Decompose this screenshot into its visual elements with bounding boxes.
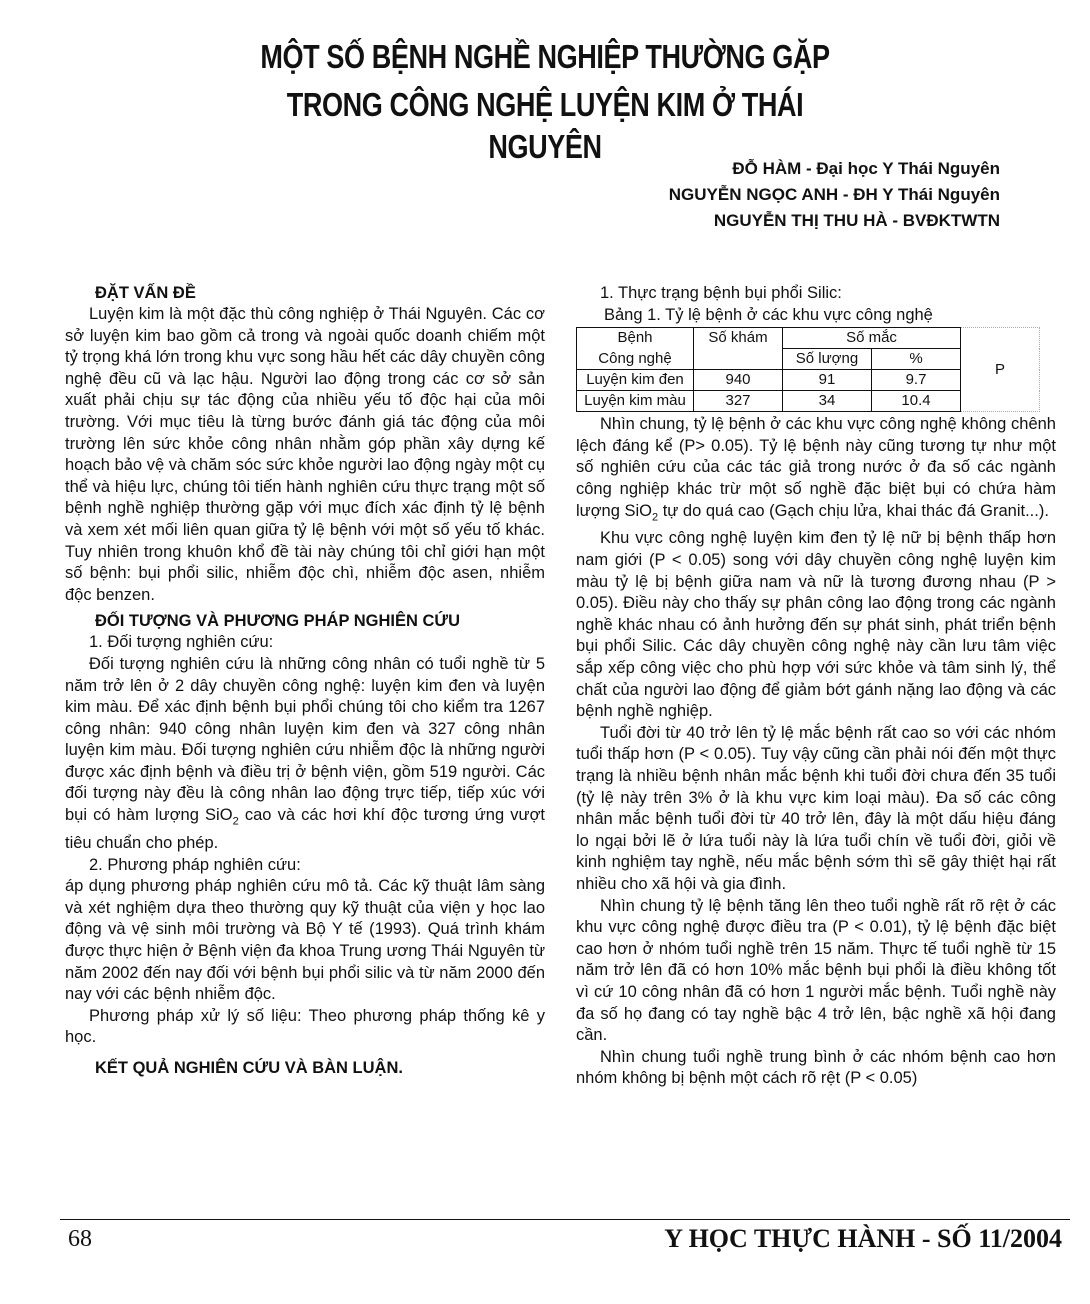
cell-sokham: 327 bbox=[694, 391, 783, 412]
heading-results: KẾT QUẢ NGHIÊN CỨU VÀ BÀN LUẬN. bbox=[95, 1058, 403, 1077]
paragraph-subjects bbox=[65, 654, 545, 855]
cell-soluong: 91 bbox=[783, 370, 872, 391]
journal-name: Y HỌC THỰC HÀNH - SỐ 11/2004 bbox=[664, 1224, 1062, 1253]
article-title-line-2: TRONG CÔNG NGHỆ LUYỆN KIM Ở THÁI NGUYÊN bbox=[286, 86, 804, 165]
cell-sokham: 940 bbox=[694, 370, 783, 391]
cell-name: Luyện kim đen bbox=[577, 370, 694, 391]
paragraph-results-5: Nhìn chung tuổi nghề trung bình ở các nhóm bệnh cao hơn nhóm không bị bệnh một cách rõ rệt (P < 0.05) bbox=[576, 1047, 1056, 1088]
th-congnghe: Công nghệ bbox=[577, 349, 694, 370]
cell-name: Luyện kim màu bbox=[577, 391, 694, 412]
subheading-method: 2. Phương pháp nghiên cứu: bbox=[89, 855, 301, 874]
article-title-line-1: MỘT SỐ BỆNH NGHỀ NGHIỆP THƯỜNG GẶP bbox=[260, 38, 830, 75]
paragraph-results-2: Khu vực công nghệ luyện kim đen tỷ lệ nữ bị bệnh thấp hơn nam giới (P < 0.05) song với dây chuyền công nghệ luyện kim màu tỷ lệ bị bệnh giữa nam và nữ là tương đương nhau (P > 0.05). Điều này cho thấy sự phân công lao động trong các ngành nghề khác nhau có ảnh hưởng đến sự phát sinh, phát triển bệnh bụi phổi Silic. Các dây chuyền công nghệ này cần lưu tâm việc sắp xếp công việc cho phù hợp với sức khỏe và tâm sinh lý, thể chất của người lao động để giảm bớt gánh nặng lao động và các bệnh nghề nghiệp. bbox=[576, 529, 1056, 721]
cell-pct: 10.4 bbox=[872, 391, 961, 412]
paragraph-method: áp dụng phương pháp nghiên cứu mô tả. Các kỹ thuật lâm sàng và xét nghiệm dựa theo thường quy kỹ thuật của viện y học lao động và vệ sinh môi trường và Bộ Y tế (1993). Quá trình khám được thực hiện ở Bệnh viện đa khoa Trung ương Thái Nguyên từ năm 2002 đến nay đối với bệnh bụi phổi silic và từ năm 2000 đến nay với các bệnh nhiễm độc. bbox=[65, 877, 545, 1004]
th-pct: % bbox=[872, 349, 961, 370]
th-somac: Số mắc bbox=[783, 328, 961, 349]
th-sokham: Số khám bbox=[694, 328, 783, 370]
paragraph-results-1 bbox=[576, 414, 1056, 528]
author-2: NGUYỄN NGỌC ANH - ĐH Y Thái Nguyên bbox=[668, 185, 1000, 204]
th-soluong: Số lượng bbox=[783, 349, 872, 370]
paragraph-subjects-text-b: cao và các hơi khí độc tương ứng vượt tiêu chuẩn cho phép. bbox=[65, 806, 545, 852]
heading-methods: ĐỐI TƯỢNG VÀ PHƯƠNG PHÁP NGHIÊN CỨU bbox=[95, 612, 461, 631]
cell-pct: 9.7 bbox=[872, 370, 961, 391]
subscript-2: 2 bbox=[232, 815, 239, 828]
author-3: NGUYỄN THỊ THU HÀ - BVĐKTWTN bbox=[713, 211, 1000, 230]
table-1 bbox=[576, 327, 1040, 412]
paragraph-results-3: Tuổi đời từ 40 trở lên tỷ lệ mắc bệnh rất cao so với các nhóm tuổi thấp hơn (P < 0.05). Tuy vậy cũng cần phải nói đến một thực trạng là nhiều bệnh nhân mắc bệnh khi tuổi đời chưa đến 35 tuổi (tỷ lệ này trên 3% ở là khu vực kim loại màu). Đa số các công nhân mắc bệnh tuổi đời từ 40 trở lên, đây là một dấu hiệu đáng lo ngại bởi lẽ ở lứa tuổi này là lứa tuổi chín về tuổi đời, giỏi về kinh nghiệm tay nghề, nếu mắc bệnh sớm thì sẽ gây thiệt hại rất nhiều cho xã hội và gia đình. bbox=[576, 723, 1056, 893]
paragraph-results-1-text-b: tự do quá cao (Gạch chịu lửa, khai thác đá Granit...). bbox=[658, 501, 1049, 520]
author-1: ĐỖ HÀM - Đại học Y Thái Nguyên bbox=[732, 159, 1000, 178]
heading-introduction: ĐẶT VẤN ĐỀ bbox=[95, 284, 196, 302]
footer-rule bbox=[60, 1219, 1070, 1220]
paragraph-results-4: Nhìn chung tỷ lệ bệnh tăng lên theo tuổi nghề rất rõ rệt ở các khu vực công nghệ được điều tra (P < 0.01), tỷ lệ bệnh đặc biệt cao hơn ở nhóm tuổi nghề trên 15 năm. Thực tế tuổi nghề từ 15 năm trở lên đã có hơn 10% mắc bệnh bụi phổi là điều không tốt vì cứ 10 công nhân đã có hơn 1 người mắc bệnh. Tuổi nghề này đa số họ đang có tay nghề bậc 4 trở lên, bậc nghề xã hội đang cần. bbox=[576, 896, 1056, 1045]
paragraph-subjects-text-a: Đối tượng nghiên cứu là những công nhân có tuổi nghề từ 5 năm trở lên ở 2 dây chuyền công nghệ: luyện kim đen và luyện kim màu. Để xác định bệnh bụi phổi chúng tôi cho kiểm tra 1267 công nhân: 940 công nhân luyện kim đen và 327 công nhân luyện kim màu. Đối tượng nghiên cứu nhiễm độc là những người được xác định bệnh và điều trị ở bệnh viện, gồm 519 người. Các đối tượng này đều là công nhân lao động trực tiếp, tiếp xúc với bụi có hàm lượng SiO bbox=[65, 654, 545, 825]
page-number: 68 bbox=[68, 1226, 92, 1252]
paragraph-introduction: Luyện kim là một đặc thù công nghiệp ở Thái Nguyên. Các cơ sở luyện kim bao gồm cả trong và ngoài quốc doanh chiếm một tỷ trọng khá lớn trong khu vực song hầu hết các dây chuyền công nghệ đều cũ và lạc hậu. Người lao động trong các cơ sở sản xuất phải chịu sự tác động của nhiều yếu tố độc hại của môi trường. Với mục tiêu là từng bước đánh giá tác động của môi trường lên sức khỏe công nhân nhằm góp phần xây dựng kế hoạch bảo vệ và chăm sóc sức khỏe người lao động ngày một cụ thể và hiệu lực, chúng tôi tiến hành nghiên cứu thực trạng một số bệnh nghề nghiệp thường gặp với mục đích xác định tỷ lệ bệnh và xem xét mối liên quan giữa tỷ lệ bệnh với một số yếu tố khác. Tuy nhiên trong khuôn khổ đề tài này chúng tôi chỉ giới hạn một số bệnh: bụi phổi silic, nhiễm độc chì, nhiễm độc asen, nhiễm độc benzen. bbox=[65, 305, 545, 604]
th-benh: Bệnh bbox=[577, 328, 694, 349]
subscript-2: 2 bbox=[651, 510, 659, 523]
table-caption: Bảng 1. Tỷ lệ bệnh ở các khu vực công nghệ bbox=[604, 305, 933, 324]
cell-soluong: 34 bbox=[783, 391, 872, 412]
right-column bbox=[576, 283, 1056, 1090]
paragraph-statistics: Phương pháp xử lý số liệu: Theo phương pháp thống kê y học. bbox=[65, 1006, 545, 1047]
left-column bbox=[65, 282, 545, 1079]
author-list bbox=[669, 156, 1000, 234]
paragraph-results-1-text-a: Nhìn chung, tỷ lệ bệnh ở các khu vực công nghệ không chênh lệch đáng kể (P> 0.05). Tỷ lệ bệnh này cũng tương tự như một số nghiên cứu của các tác giả trong nước ở đa số các ngành công nghiệp khác trừ một số nghề đặc biệt bụi có chứa hàm lượng SiO bbox=[576, 415, 1056, 520]
th-p: P bbox=[961, 328, 1040, 412]
subheading-subjects: 1. Đối tượng nghiên cứu: bbox=[89, 633, 274, 652]
subheading-silicosis: 1. Thực trạng bệnh bụi phổi Silic: bbox=[600, 284, 842, 302]
